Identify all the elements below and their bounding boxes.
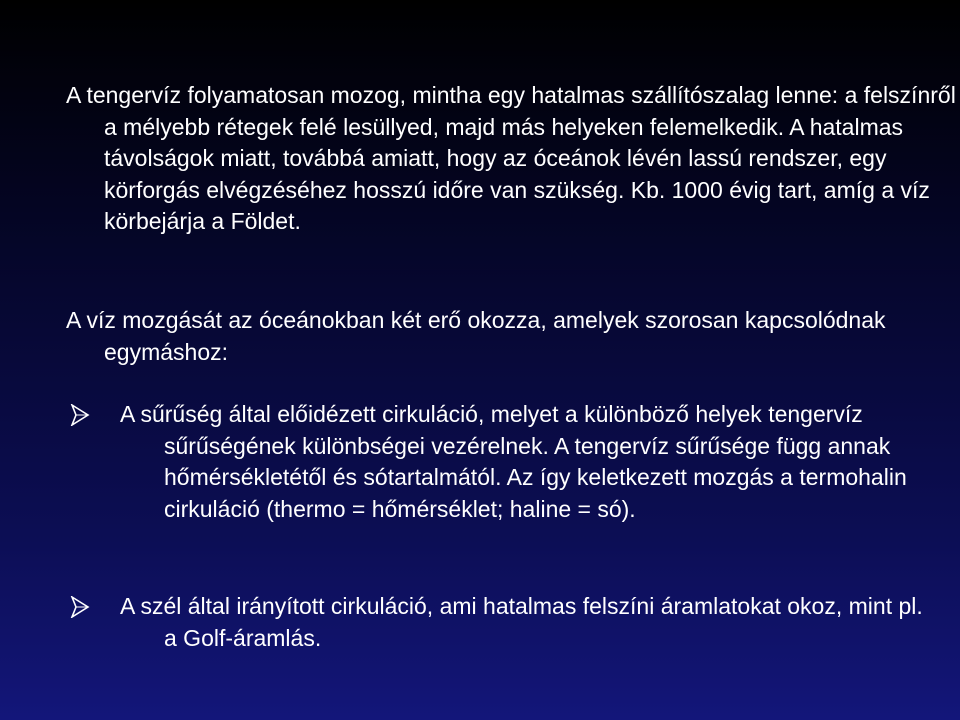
arrow-bullet-icon [70, 404, 90, 426]
bullet-item-wind [70, 591, 930, 654]
bullet-text: A sűrűség által előidézett cirkuláció, melyet a különböző helyek tengervíz sűrűségének különbségei vezérelnek. A tengervíz sűrűsége függ annak hőmérsékletétől és sótartalmától. Az így keletkezett mozgás a termohalin cirkuláció (thermo = hőmérséklet; haline = só). [120, 401, 907, 522]
forces-paragraph: A víz mozgását az óceánokban két erő okozza, amelyek szorosan kapcsolódnak egymáshoz: [66, 307, 886, 365]
arrow-bullet-icon [70, 596, 90, 618]
intro-paragraph: A tengervíz folyamatosan mozog, mintha egy hatalmas szállítószalag lenne: a felszínről a mélyebb rétegek felé lesüllyed, majd más helyeken felemelkedik. A hatalmas távolságok miatt, továbbá amiatt, hogy az óceánok lévén lassú rendszer, egy körforgás elvégzéséhez hosszú időre van szükség. Kb. 1000 évig tart, amíg a víz körbejárja a Földet. [66, 82, 956, 234]
bullet-text: A szél által irányított cirkuláció, ami hatalmas felszíni áramlatokat okoz, mint pl. a Golf-áramlás. [120, 593, 923, 651]
bullet-item-density [70, 399, 930, 525]
